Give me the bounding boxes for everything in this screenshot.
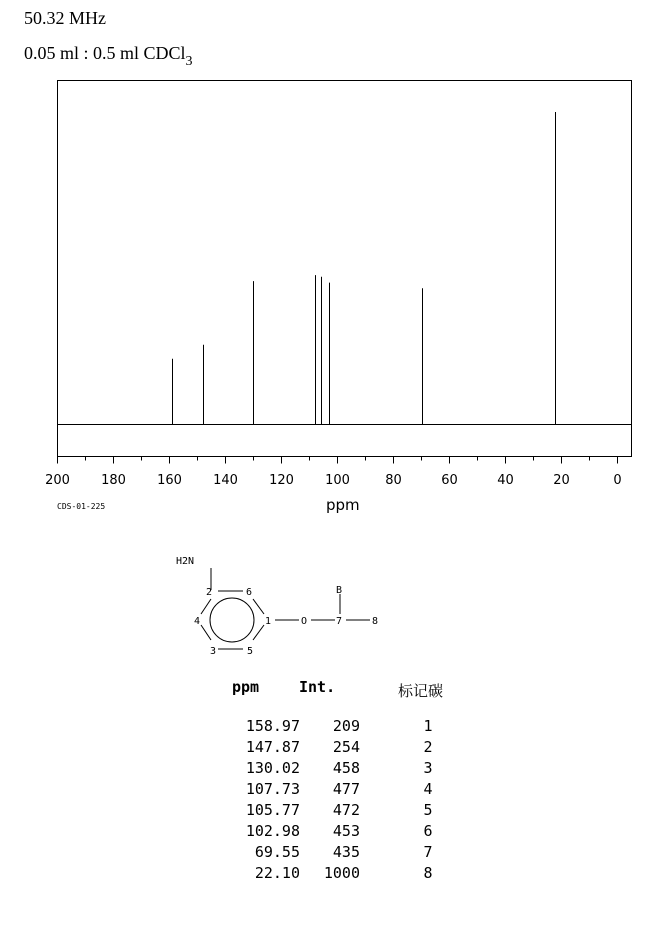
tick-label-100: 100	[325, 473, 350, 488]
cell-ppm: 102.98	[245, 822, 300, 840]
atom-label-6: 6	[246, 587, 253, 598]
cell-label: 1	[423, 717, 433, 735]
table-row	[224, 800, 496, 821]
table-row	[224, 842, 496, 863]
table-row	[224, 758, 496, 779]
cell-int: 453	[332, 822, 360, 840]
table-row	[224, 821, 496, 842]
atom-label-o: O	[301, 616, 308, 627]
plot-frame	[58, 81, 632, 457]
tick-label-140: 140	[213, 473, 238, 488]
tick-label-180: 180	[101, 473, 126, 488]
bond-ring-upper-right	[253, 599, 264, 614]
cell-ppm: 130.02	[245, 759, 300, 777]
cell-int: 472	[332, 801, 360, 819]
table-row	[224, 737, 496, 758]
axis-ticks	[45, 457, 622, 489]
x-axis-label: ppm	[326, 496, 360, 514]
table-row	[224, 779, 496, 800]
atom-label-8: 8	[372, 616, 379, 627]
cell-label: 4	[423, 780, 433, 798]
table-row	[224, 863, 496, 884]
bond-ring-lower-right	[253, 625, 264, 640]
cell-label: 3	[423, 759, 433, 777]
cell-int: 209	[332, 717, 360, 735]
table-row	[224, 716, 496, 737]
solvent-subscript: 3	[185, 54, 193, 69]
cell-label: 8	[423, 864, 433, 882]
cell-ppm: 22.10	[254, 864, 300, 882]
cell-int: 458	[332, 759, 360, 777]
atom-label-b: B	[336, 585, 343, 596]
atom-label-7: 7	[336, 616, 343, 627]
tick-label-200: 200	[45, 473, 70, 488]
cell-label: 7	[423, 843, 433, 861]
header-carbon-label: 标记碳	[398, 682, 444, 700]
cell-ppm: 107.73	[245, 780, 300, 798]
tick-label-80: 80	[385, 473, 402, 488]
cell-int: 477	[332, 780, 360, 798]
tick-label-160: 160	[157, 473, 182, 488]
compound-code: CDS-01-225	[57, 502, 106, 511]
cell-ppm: 147.87	[245, 738, 300, 756]
tick-label-40: 40	[497, 473, 514, 488]
cell-int: 1000	[323, 864, 360, 882]
frequency-label: 50.32 MHz	[24, 8, 106, 28]
cell-label: 5	[423, 801, 433, 819]
bond-ring-lower-left	[201, 625, 211, 640]
header-ppm: ppm	[232, 678, 260, 696]
cell-ppm: 69.55	[254, 843, 300, 861]
atom-label-4: 4	[194, 616, 201, 627]
atom-label-2: 2	[206, 587, 213, 598]
atom-label-5: 5	[247, 646, 254, 657]
header-int: Int.	[299, 678, 336, 696]
tick-label-20: 20	[553, 473, 570, 488]
peak-layer	[58, 112, 632, 425]
cell-ppm: 105.77	[245, 801, 300, 819]
aromatic-circle	[210, 598, 254, 642]
peak-table	[224, 716, 496, 884]
bond-ring-upper-left	[201, 599, 211, 614]
cell-label: 6	[423, 822, 433, 840]
tick-label-120: 120	[269, 473, 294, 488]
atom-label-1: 1	[265, 616, 272, 627]
atom-label-3: 3	[210, 646, 217, 657]
cell-int: 435	[332, 843, 360, 861]
tick-label-0: 0	[613, 473, 622, 488]
tick-label-60: 60	[441, 473, 458, 488]
nh2-label: H2N	[176, 556, 195, 567]
cell-ppm: 158.97	[245, 717, 300, 735]
cell-label: 2	[423, 738, 433, 756]
chemical-structure	[201, 568, 370, 649]
solvent-text: 0.05 ml : 0.5 ml CDCl	[24, 43, 186, 63]
cell-int: 254	[332, 738, 360, 756]
